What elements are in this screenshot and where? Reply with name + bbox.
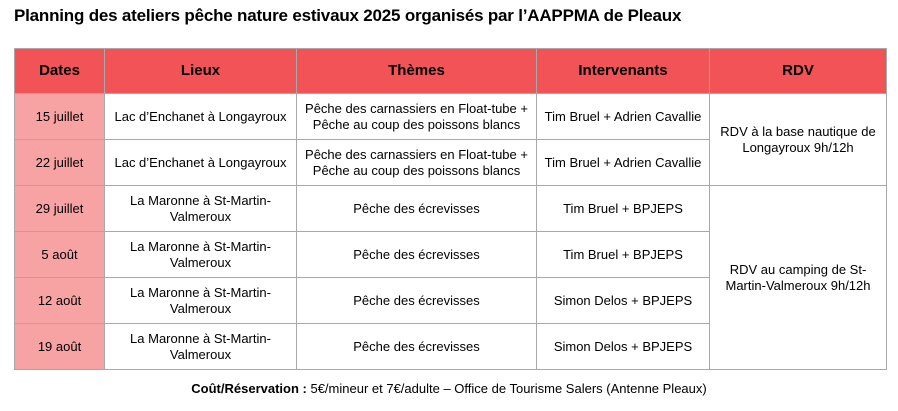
lieu-cell: Lac d’Enchanet à Longayroux	[105, 140, 297, 186]
footer-label: Coût/Réservation :	[191, 381, 307, 396]
page-title: Planning des ateliers pêche nature estivaux 2025 organisés par l’AAPPMA de Pleaux	[14, 6, 682, 25]
rdv-cell: RDV au camping de St-Martin-Valmeroux 9h/12h	[710, 186, 887, 370]
header-rdv: RDV	[710, 49, 887, 94]
header-dates: Dates	[15, 49, 105, 94]
theme-cell: Pêche des carnassiers en Float-tube + Pêche au coup des poissons blancs	[297, 94, 537, 140]
table-row	[15, 186, 887, 232]
date-cell: 22 juillet	[15, 140, 105, 186]
intervenants-cell: Simon Delos + BPJEPS	[537, 278, 710, 324]
intervenants-cell: Tim Bruel + BPJEPS	[537, 232, 710, 278]
intervenants-cell: Tim Bruel + Adrien Cavallie	[537, 140, 710, 186]
lieu-cell: La Maronne à St-Martin-Valmeroux	[105, 278, 297, 324]
footer-pricing	[0, 381, 898, 396]
date-cell: 15 juillet	[15, 94, 105, 140]
theme-cell: Pêche des écrevisses	[297, 278, 537, 324]
theme-cell: Pêche des écrevisses	[297, 324, 537, 370]
lieu-cell: Lac d’Enchanet à Longayroux	[105, 94, 297, 140]
lieu-cell: La Maronne à St-Martin-Valmeroux	[105, 186, 297, 232]
date-cell: 29 juillet	[15, 186, 105, 232]
footer-text: 5€/mineur et 7€/adulte – Office de Tourisme Salers (Antenne Pleaux)	[306, 381, 707, 396]
lieu-cell: La Maronne à St-Martin-Valmeroux	[105, 232, 297, 278]
header-lieux: Lieux	[105, 49, 297, 94]
theme-cell: Pêche des écrevisses	[297, 186, 537, 232]
theme-cell: Pêche des carnassiers en Float-tube + Pêche au coup des poissons blancs	[297, 140, 537, 186]
intervenants-cell: Tim Bruel + BPJEPS	[537, 186, 710, 232]
table-row	[15, 94, 887, 140]
date-cell: 19 août	[15, 324, 105, 370]
planning-table	[14, 48, 887, 370]
intervenants-cell: Tim Bruel + Adrien Cavallie	[537, 94, 710, 140]
date-cell: 5 août	[15, 232, 105, 278]
date-cell: 12 août	[15, 278, 105, 324]
lieu-cell: La Maronne à St-Martin-Valmeroux	[105, 324, 297, 370]
intervenants-cell: Simon Delos + BPJEPS	[537, 324, 710, 370]
header-intervenants: Intervenants	[537, 49, 710, 94]
table-header-row	[15, 49, 887, 94]
rdv-cell: RDV à la base nautique de Longayroux 9h/12h	[710, 94, 887, 186]
header-themes: Thèmes	[297, 49, 537, 94]
theme-cell: Pêche des écrevisses	[297, 232, 537, 278]
